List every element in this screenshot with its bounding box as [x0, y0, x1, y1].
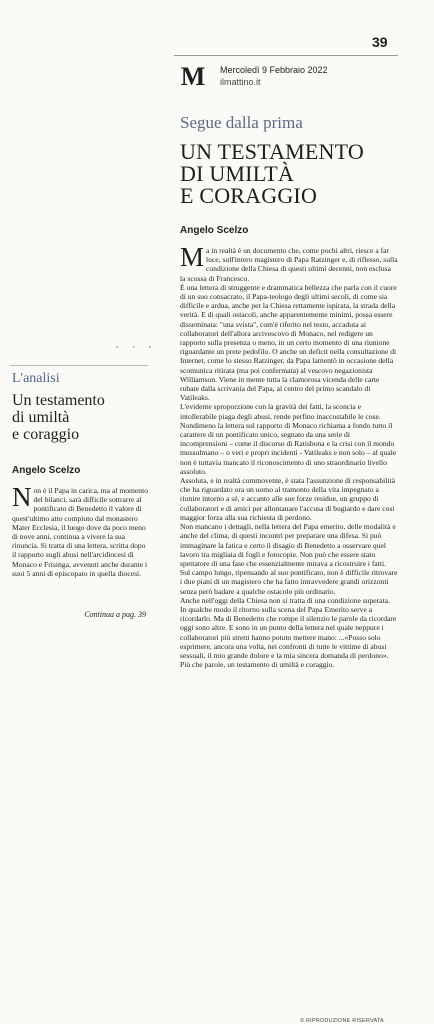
- article-paragraph: Assoluta, e in realtà commovente, è stata l'assunzione di responsabilità che ha riguardato ora un uomo al tramonto della vita impegnato a riunire intorno a sé, e accanto alle sue forze residue, un gruppo di collaboratori e di amici per allontanare l'accusa di bugiardo e dare così maggior forza alla sua richiesta di perdono.: [180, 476, 395, 522]
- sidebar-kicker: L'analisi: [12, 371, 60, 386]
- drop-cap: M: [180, 242, 205, 272]
- article-paragraph: L'evidente sproporzione con la gravità dei fatti, la sconcia e intollerabile piaga degli abusi, rende perfino inaccostabile le cose.: [180, 402, 381, 421]
- logo-letter: M: [180, 63, 206, 89]
- ornament-icon: ◦ ◦ ◦: [116, 343, 157, 351]
- page-number: 39: [372, 34, 388, 50]
- sidebar-title: [12, 392, 105, 443]
- article-byline: Angelo Scelzo: [180, 225, 249, 236]
- lead-text: a in realtà è un documento che, come pochi altri, riesce a far luce, sull'intero magistero di Papa Ratzinger e, di riflesso, sulla condizione della Chiesa di questi ultimi decenni, non esclusa la scossa di Francesco.: [180, 246, 398, 283]
- article-paragraph: È una lettera di struggente e drammatica bellezza che parla con il cuore di un suo consacrato, il Papa-teologo degli ultimi secoli, di come sia difficile e ardua, anche per la Chiesa rettamente ispirata, la strada della verità. E di quali ostacoli, anche apparentemente minimi, possa essere disseminata: "una svista", com'è riferito nel testo, accaduta ai collaboratori dell'allora arcivescovo di Monaco, nel redigere un rapporto sulla presenza o meno, in un certo momento di una riunione riguardante un prete pedofilo. O anche un deficit nella consultazione di Internet, come lo stesso Ratzinger, da Papa lamentò in occasione della scomunica ritirata (ma poi confermata) al vescovo negazionista Williamson. Viene in mente tutta la clamorosa vicenda delle carte rubate dalla scrivania del Papa, al centro del primo scandalo di Vatileaks.: [180, 282, 397, 403]
- headline-line: DI UMILTÀ: [180, 161, 295, 186]
- article-lead-paragraph: [180, 242, 398, 283]
- issue-date: Mercoledì 9 Febbraio 2022: [220, 65, 328, 75]
- headline-line: UN TESTAMENTO: [180, 139, 364, 164]
- sidebar-rule: [10, 365, 148, 366]
- article-slug: Segue dalla prima: [180, 113, 303, 132]
- article-paragraph: Anche nell'oggi della Chiesa non si tratta di una condizione superata. In qualche modo il ritorno sulla scena del Papa Emerito serve a ricordarlo. Ma di Benedetto che rompe il silenzio le parole da ricordare oggi sono altre. E sono in un punto della lettera nel quale neppure i collaboratori più stretti hanno potuto mettere mano: ...«Posso solo esprimere, ancora una volta, nei confronti di tutte le vittime di abusi sessuali, il mio grande dolore e la mia sincera domanda di perdono».: [180, 595, 397, 660]
- article-body: [180, 242, 398, 670]
- site-url: ilmattino.it: [220, 77, 261, 87]
- copyright-notice: © RIPRODUZIONE RISERVATA: [300, 1018, 384, 1024]
- header-rule: [174, 55, 398, 56]
- sidebar-paragraph: [12, 482, 148, 578]
- sidebar-byline: Angelo Scelzo: [12, 465, 81, 476]
- sidebar-title-line: Un testamento: [12, 392, 105, 409]
- continue-link[interactable]: Continua a pag. 39: [84, 610, 146, 619]
- sidebar-drop-cap: N: [12, 482, 32, 512]
- sidebar-title-line: e coraggio: [12, 426, 80, 443]
- newspaper-logo: [178, 63, 208, 89]
- sidebar-text: on è il Papa in carica, ma al momento del bilanci, sarà difficile sottrarre al pontificato di Benedetto il valore di quest'ultimo atto compiuto dal monastero Mater Ecclesia, il luogo dove da poco meno di nove anni, continua a vivere la sua rinuncia. Si tratta di una lettera, scritta dopo il rapporto sugli abusi nell'arcidiocesi di Monaco e Frisinga, avvenuti anche durante i suoi 5 anni di episcopato in quella diocesi.: [12, 486, 148, 578]
- article-paragraph: Nondimeno la lettera sul rapporto di Monaco richiama a fondo tutto il carattere di un pontificato unico, segnato da una serie di incomprensioni – come il discorso di Ratisbona e la crisi con il mondo mussulmano – o veri e propri incidenti - Vatileaks e non solo – al quale non è tuttavia mancato il riconoscimento di uno straordinario livello assoluto.: [180, 420, 397, 476]
- issue-date-block: [220, 64, 328, 88]
- article-paragraph: Non mancano i dettagli, nella lettera del Papa emerito, delle modalità e anche del clima, di questi incontri per preparare una difesa. Si può immaginare la fatica e certo il disagio di Benedetto a osservare quel lavoro tra migliaia di fogli e fotocopie. Non può che essere stato spettatore di una fase che essenzialmente mirava a ricostruire i fatti. Sul campo lungo, ripensando al suo pontificato, non è difficile ritrovare i due piani di un magistero che ha fatto intravvedere grandi orizzonti senza però badare a qualche ostacolo più ordinario.: [180, 522, 398, 596]
- sidebar-title-line: di umiltà: [12, 409, 70, 426]
- headline-line: E CORAGGIO: [180, 183, 318, 208]
- sidebar-body: [12, 482, 148, 578]
- article-paragraph: Più che parole, un testamento di umiltà e coraggio.: [180, 660, 335, 670]
- article-headline: [180, 141, 364, 207]
